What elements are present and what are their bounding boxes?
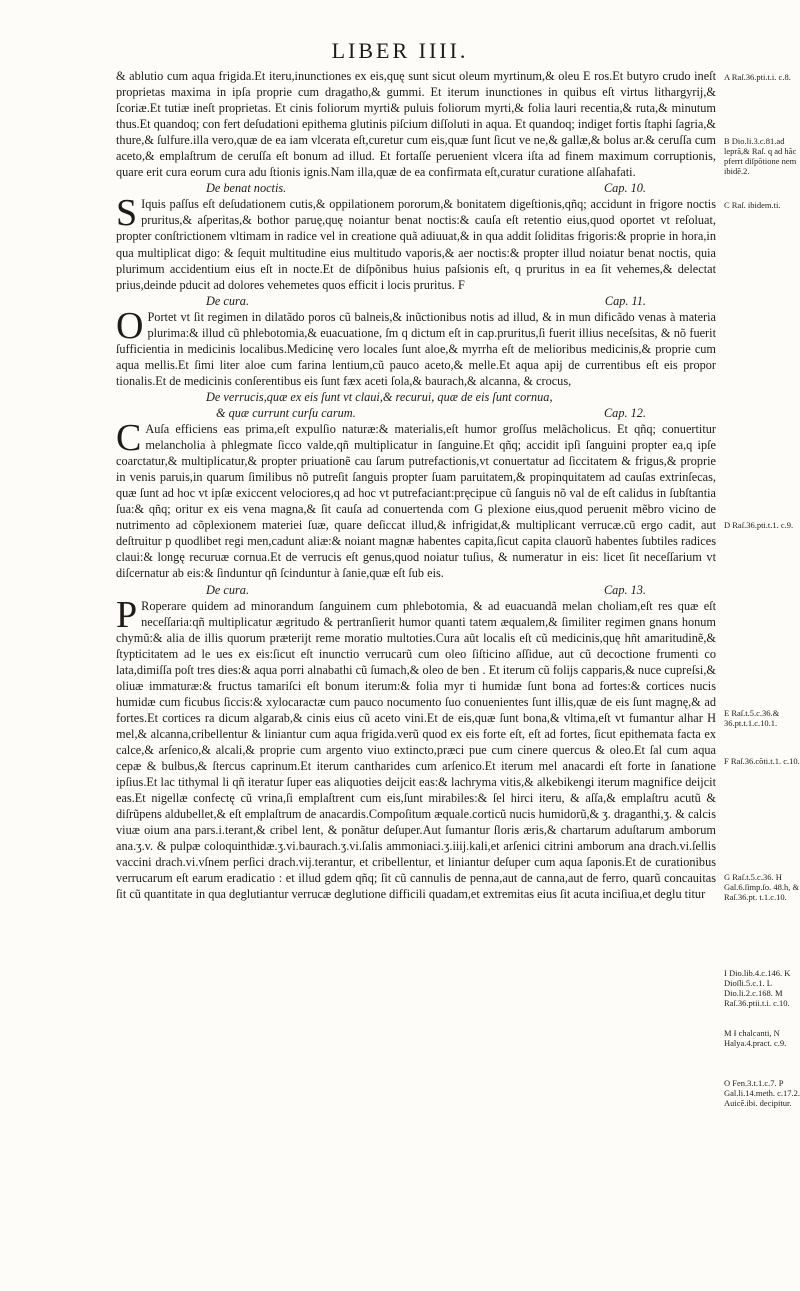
section-title: De cura. bbox=[206, 582, 250, 597]
margin-note: O Fen.3.t.1.c.7. P Gal.li.14.meth. c.17.2. Auicẽ.ibi. decipitur. bbox=[724, 1078, 800, 1108]
drop-cap: P bbox=[116, 593, 138, 636]
drop-cap: O bbox=[116, 304, 144, 347]
section-title-line-2: & quæ currunt curſu carum. bbox=[216, 405, 356, 420]
margin-note: E Raſ.t.5.c.36.& 36.pt.t.1.c.10.1. bbox=[724, 708, 780, 728]
page-header: LIBER IIII. bbox=[331, 38, 469, 63]
section-title: De benat noctis. bbox=[206, 181, 287, 196]
margin-note: G Raſ.t.5.c.36. H Gal.6.ſimp.ſo. 48.h, & Raſ.36.pt. t.1.c.10. bbox=[724, 872, 800, 902]
main-text-column bbox=[116, 68, 716, 902]
paragraph-properare bbox=[116, 593, 716, 903]
section-heading-cura-13 bbox=[116, 582, 716, 598]
chapter-number: Cap. 13. bbox=[603, 582, 646, 597]
paragraph-oportet bbox=[116, 304, 716, 389]
paragraph-text: Auſa efficiens eas prima,eſt expulſio naturæ:& materialis,eſt humor groſſus melãcholicus. Et qñq; conuertitur melancholia à phlegmate ſicco valde,qñ multiplicatur in ſanguine.Et qñq; accidit ipſi ſanguini propter ea,q ipſe coarctatur,& multiplicatur,& propter priuationẽ cau ſarum putrefactionis,vt conuertatur ad ſiccitatem & frigus,& proprie in venis paruis,in quarum ſimilibus nõ putreſit ſanguis propter ſuam paruitatem,& propinquitatem ad cauſas extrinſecas, quæ ſunt ad hoc vt ipſæ exiccent velociores,q ad hoc vt putrefaciant:pręcipue cũ ſanguis nõ val de eſt calidus in ſubſtantia ſua:& qñq; oritur ex eis vena magna,& ſit cauſa ad conuertenda com G plexione eius,quod peruenit mẽbro vicino de nutrimento ad cõplexionem materiei ſuæ, quare deſiccat illud,& infrigidat,& multiplicant verrucæ.cũ ergo cadit, aut deſtruitur p quodlibet regi men,cadunt aliæ:& noiant magnæ habentes capita,ſicut capita clauorũ habentes ſubtiles radices claui:& longę recuruæ cornua.Et de verrucis eſt genus,quod noiatur tuſius, & numeratur in eis: licet ſit neceſſarium vt diſcernatur ab eis:& ſinduntur qñ ſcinduntur à ſanie,quæ eſt ſub eis. bbox=[116, 422, 716, 581]
section-title-line-1: De verrucis,quæ ex eis ſunt vt claui,& recurui, quæ de eis ſunt cornua, bbox=[206, 389, 553, 404]
paragraph-text: Portet vt ſit regimen in dilatãdo poros cũ balneis,& inũctionibus notis ad illud, & in mun dificãdo venas à materia plurima:& illud cũ phlebotomia,& euacuatione, ſm q dictum eſt in cap.pruritus,ſi fuerit illius neceſsitas, & nõ fuerit ſufficientia in medicinis localibus.Medicinę vero locales ſunt aloe,& myrrha eſt de melioribus medicinis,& proprie cum aqua mellis.Et ſimi liter aloe cum farina lentium,cũ pauco aceto,& melle.Et aqua apij de currentibus eſt eis propor tionalis.Et de medicinis conſerentibus eis ſunt fæx aceti ſola,& baurach,& alcanna, & crocus, bbox=[116, 309, 716, 388]
section-heading-cura-11 bbox=[116, 293, 716, 309]
paragraph-ablutio: & ablutio cum aqua frigida.Et iteru,inunctiones ex eis,quę sunt sicut oleum myrtinum,& oleu E ros.Et butyro crudo ineſt proprietas maxima in ipſa proprie cum dragatho,& gummi. Et iterum inunctiones in quibus eſt virtus lithargyrij,& ſcoriæ.Et tutiæ ineſt proprietas. Et cinis foliorum myrti& puluis foliorum myrti,& folia lauri recentia,& ruta,& minutum thus.Et quandoq; con fert deſudationi epithema glutinis piſcium diſſoluti in aqua. Et quandoq; indiget fortis ſtaphi ſagria,& thure,& ſulfure.illa vero,quæ de ea iam vlcerata eſt,curetur cum eis,quæ ſunt ſicut ve ne,& gallæ,& bolus ar.& ceruſſa cum aceto,& emplaſtrum de ceruſſa eſt bonum ad illud. Et fortaſſe peruenient vlcera iſta ad finem maximum corruptionis, quare erit cura eorum cura adu ſtionis ignis.Nam illa,quæ de ea confirmata eſt,curatur curatione alſahafati. bbox=[116, 69, 716, 180]
margin-note: F Raſ.36.cõti.t.1. c.10. bbox=[724, 756, 800, 766]
margin-note: B Dio.li.3.c.81.ad leprã,& Raſ. q ad hãc pferrt diſpõtione nem ibidẽ.2. bbox=[724, 136, 797, 176]
paragraph-causa bbox=[116, 417, 716, 581]
margin-note: D Raſ.36.pti.t.1. c.9. bbox=[724, 520, 794, 530]
margin-note: A Raſ.36.pti.t.i. c.8. bbox=[724, 72, 791, 82]
paragraph-benat bbox=[116, 192, 716, 292]
chapter-number: Cap. 10. bbox=[603, 181, 646, 196]
section-title: De cura. bbox=[206, 293, 250, 308]
margin-note: C Raſ. ibidem.ti. bbox=[724, 200, 781, 210]
paragraph-text: Roperare quidem ad minorandum ſanguinem cum phlebotomia, & ad euacuandã melan choliam,eſt res quæ eſt neceſſaria:qñ multiplicatur ægritudo & pertranſierit humor quanti tatem æqualem,& ſimiliter regimen gnans honum chymũ:& alia de illis quorum præterijt reme moratio multoties.Cura aũt localis eſt cũ medicinis,quę hñt amaritudinẽ,& ſtypticitatem ad le ues ex eis:ſicut eſt inunctio verrucarũ cum oleo ſiſticino aſſidue, aut cũ decoctione frumenti co lata,dimiſſa poſt tres dies:& aqua porri alnabathi cũ ſumach,& oleo de ben . Et iterum cũ folijs capparis,& nuce cupreſsi,& oliuæ immaturæ:& fructus tamariſci eſt bonum iterum:& folia myr ti humidæ ſunt bona ad fortes:& cortices nucis humidæ cum ficubus ſiccis:& xylocaractæ cum pauco nocumento ſuo conuenientes ſunt illis,quæ de eis ſunt magnę,& ad fortes.Et cortices ra dicum algarab,& cinis eius cũ aceto vini.Et de eis,quæ ſunt bona,& vltima,eſt vt fumantur alhar H mel,& alcanna,cribellentur & liniantur cum aqua frigida.verũ quod ex eis forte eſt, eſt ad fortes, ſicut epithemata facta ex calce,& arſenico,& alcali,& proprie cum argento viuo extincto,præci pue cum cinere quercus & oleo.Et ſal cum aqua cepæ & bulbus,& ſtercus caprinum.Et iterum cantharides cum arſenico.Et iterum mel anacardi eſt forte in ſanatione ipſius.Et lac tithymal li qñ iteratur ſuper eas aliquoties deijcit eas:& lachryma vitis,& alkebikengi iterum magnifice deijcit eas.Et nigellæ confectę cũ vrina,ſi emplaſtrent cum eis,ſunt mirabiles:& ſel hirci iteru, & aſſa,& emplaſtru acutũ & diſrũpens aldubellet,& eſt emplaſtrum de anacardis.Compoſitum æquale.corticũ nucis humidorũ,& ʒ. draganthi,ʒ. & calcis viuæ oium ana pars.i.terant,& cribel lent, & ponãtur deſuper.Aut ſumantur ſloris æris,& chartarum aduſtarum amborum ana.ʒ.v. & pulpæ coloquinthidæ.ʒ.vi.baurach.ʒ.vi.ſalis ammoniaci.ʒ.iiij.kali,et arſenici citrini amborum ana drach.vi.ſellis vaccini drach.vi.vſnem perſici drach.vij.terantur, et cribellentur, et liniantur deſuper cum aqua ſaponis.Et de curationibus verrucarum eſt earum eradicatio : et illud gdem qñq; ſit cũ cannulis de penna,aut de canna,aut de ferro, quarũ concauitas ſit cũ quantitate in qua deglutiantur verrucæ deglutione difficili quadam,et extremitas eius ſit acuta inciſiua,et deglu titur bbox=[116, 598, 716, 902]
drop-cap: S bbox=[116, 192, 138, 235]
chapter-number: Cap. 12. bbox=[603, 405, 646, 420]
margin-note: M Ɨ chalcanti, N Halya.4.pract. c.9. bbox=[724, 1028, 787, 1048]
chapter-number: Cap. 11. bbox=[604, 293, 646, 308]
drop-cap: C bbox=[116, 417, 142, 460]
section-heading-verrucis bbox=[116, 389, 716, 421]
margin-note: I Dio.lib.4.c.146. K Dioſli.5.c.1. L Dio.li.2.c.168. M Raſ.36.ptii.t.i. c.10. bbox=[724, 968, 791, 1008]
paragraph-text: Iquis paſſus eſt deſudationem cutis,& oppilationem pororum,& bonitatem digeſtionis,qñq; accidunt in frigore noctis pruritus,& aſperitas,& bothor paruę,quę noiantur benat noctis:& cauſa eſt retentio eius,quod oportet vt reſoluat, propter conſtrictionem vltimam in radice vel in creatione quã adiuuat,& in qua addit ſoliditas frigoris:& proprie in hora,in qua multiplicat digo: & ſequit multitudine eius multitudo vaporis,& aer noctis:& propter illud noiatur benat noctis, quia plurimum accidentium eius eſt in nocte.Et de diſpõnibus huius paſsionis eſt, q pruritus in ea ſit vehemes,& delectat prius,deinde pducit ad dolores vehemetes quos efficit i locis pruritus. F bbox=[116, 197, 716, 292]
section-heading-benat bbox=[116, 180, 716, 196]
